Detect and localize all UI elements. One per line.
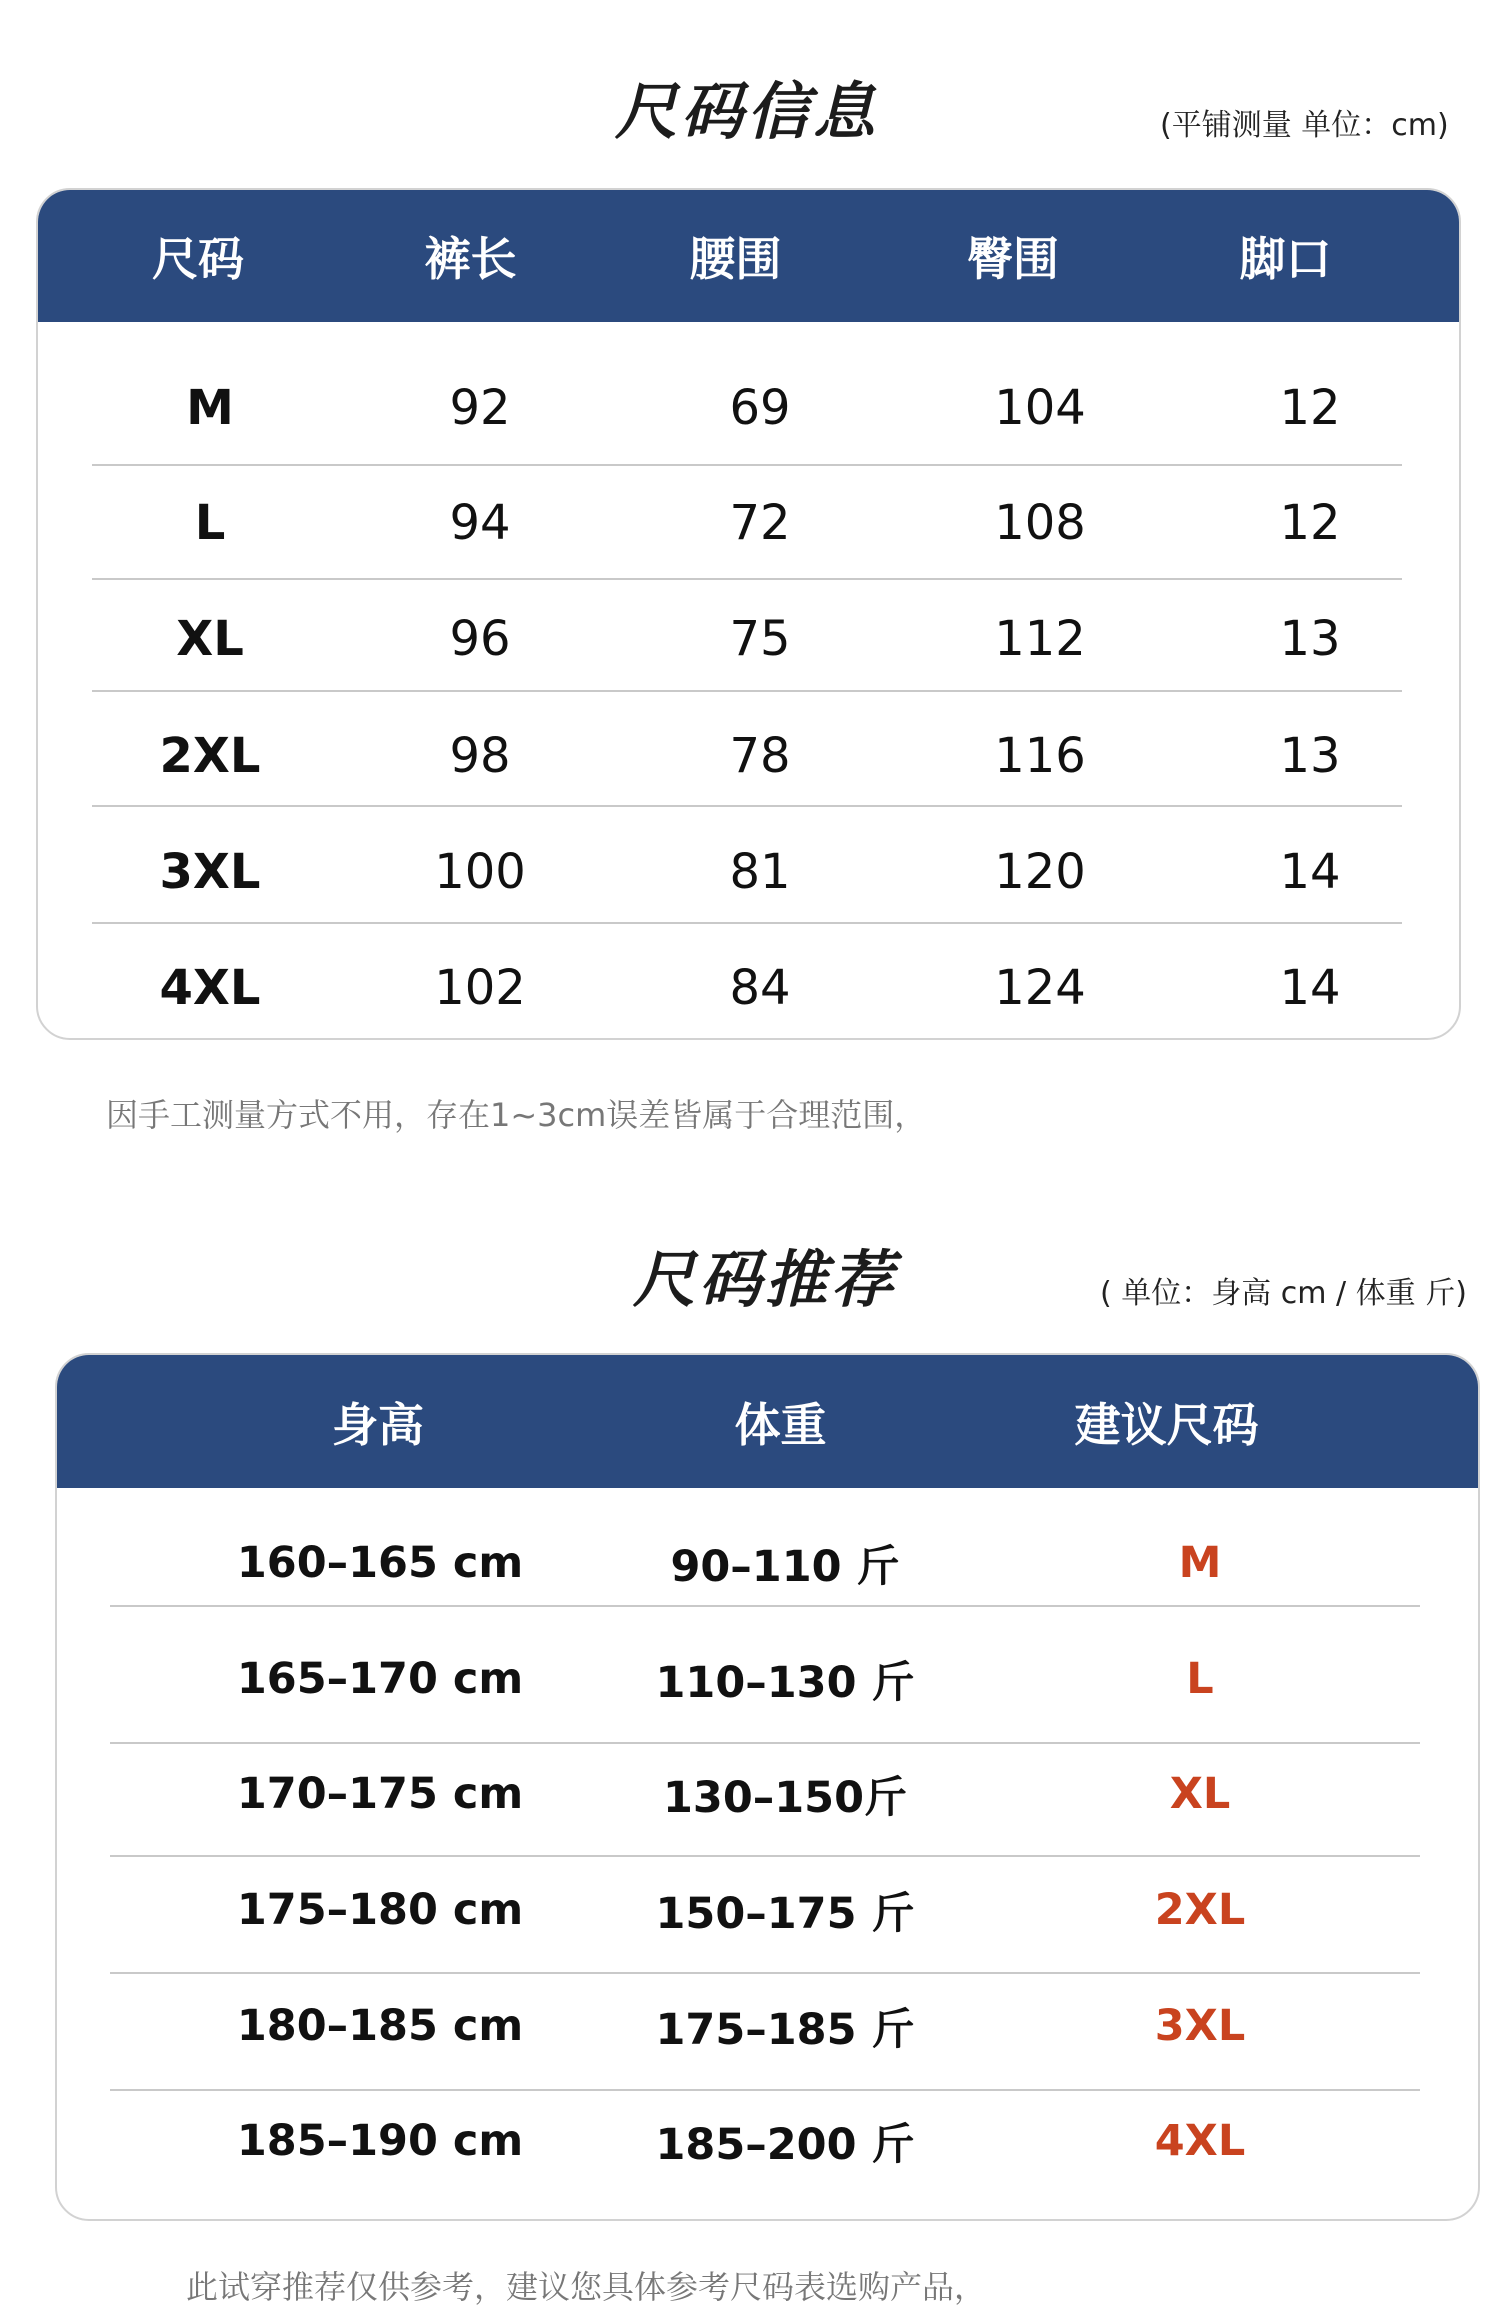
recommend-header-row <box>57 1355 1478 1488</box>
rec-weight-cell: 185–200 斤 <box>655 2119 915 2170</box>
size-measure-cell: 100 <box>434 844 526 900</box>
rec-height-cell: 180–185 cm <box>236 2001 524 2051</box>
rec-weight-cell: 175–185 斤 <box>655 2004 915 2055</box>
rec-size-cell: L <box>1186 1654 1214 1704</box>
size-info-header-hip: 臀围 <box>967 232 1059 286</box>
rec-weight-cell: 130–150斤 <box>662 1772 908 1823</box>
size-info-header-size: 尺码 <box>152 232 244 286</box>
size-info-header-row <box>38 190 1459 322</box>
size-measure-cell: 96 <box>449 611 511 667</box>
size-label: 3XL <box>159 844 261 900</box>
rec-height-cell: 175–180 cm <box>236 1885 524 1935</box>
recommend-header-height: 身高 <box>332 1397 424 1452</box>
size-info-header-length: 裤长 <box>424 232 517 286</box>
size-measure-cell: 14 <box>1279 844 1341 900</box>
recommend-title: 尺码推荐 <box>633 1243 898 1316</box>
size-measure-cell: 84 <box>729 960 791 1016</box>
size-measure-cell: 81 <box>729 844 791 900</box>
size-measure-cell: 13 <box>1279 611 1341 667</box>
recommend-header-suggested: 建议尺码 <box>1074 1397 1259 1452</box>
row-divider <box>92 922 1402 924</box>
row-divider <box>110 1742 1420 1744</box>
recommend-unit-note: ( 单位：身高 cm / 体重 斤) <box>1100 1276 1467 1311</box>
size-measure-cell: 104 <box>994 380 1086 436</box>
rec-weight-cell: 90–110 斤 <box>670 1541 900 1592</box>
size-label: 2XL <box>159 728 261 784</box>
recommend-header-weight: 体重 <box>734 1397 827 1452</box>
rec-height-cell: 170–175 cm <box>236 1769 524 1819</box>
size-measure-cell: 14 <box>1279 960 1341 1016</box>
size-measure-cell: 102 <box>434 960 526 1016</box>
size-label: M <box>186 380 234 436</box>
size-info-title: 尺码信息 <box>615 75 880 148</box>
size-info-unit-note: (平铺测量 单位：cm) <box>1160 108 1449 143</box>
rec-height-cell: 165–170 cm <box>236 1654 524 1704</box>
rec-weight-cell: 150–175 斤 <box>655 1888 915 1939</box>
rec-size-cell: 4XL <box>1154 2116 1246 2166</box>
size-measure-cell: 12 <box>1279 495 1341 551</box>
rec-size-cell: M <box>1178 1538 1222 1588</box>
size-measure-cell: 98 <box>449 728 511 784</box>
size-measure-cell: 72 <box>729 495 791 551</box>
rec-size-cell: 3XL <box>1154 2001 1246 2051</box>
size-measure-cell: 75 <box>729 611 791 667</box>
size-measure-cell: 120 <box>994 844 1086 900</box>
recommend-footnote: 此试穿推荐仅供参考，建议您具体参考尺码表选购产品， <box>186 2268 987 2306</box>
size-measure-cell: 13 <box>1279 728 1341 784</box>
size-measure-cell: 12 <box>1279 380 1341 436</box>
row-divider <box>92 690 1402 692</box>
row-divider <box>110 1972 1420 1974</box>
row-divider <box>92 464 1402 466</box>
size-label: XL <box>176 611 244 667</box>
size-measure-cell: 69 <box>729 380 791 436</box>
rec-height-cell: 185–190 cm <box>236 2116 524 2166</box>
rec-weight-cell: 110–130 斤 <box>655 1657 915 1708</box>
row-divider <box>110 1855 1420 1857</box>
size-measure-cell: 94 <box>449 495 511 551</box>
size-measure-cell: 112 <box>994 611 1086 667</box>
rec-size-cell: XL <box>1169 1769 1231 1819</box>
size-measure-cell: 92 <box>449 380 511 436</box>
size-measure-cell: 124 <box>994 960 1086 1016</box>
row-divider <box>92 578 1402 580</box>
size-info-footnote: 因手工测量方式不用，存在1~3cm误差皆属于合理范围， <box>106 1096 927 1134</box>
size-label: L <box>194 495 226 551</box>
row-divider <box>92 805 1402 807</box>
size-measure-cell: 116 <box>994 728 1086 784</box>
size-label: 4XL <box>159 960 261 1016</box>
row-divider <box>110 2089 1420 2091</box>
rec-height-cell: 160–165 cm <box>236 1538 524 1588</box>
size-measure-cell: 78 <box>729 728 791 784</box>
size-measure-cell: 108 <box>994 495 1086 551</box>
size-info-header-hem: 脚口 <box>1239 232 1332 286</box>
size-info-header-waist: 腰围 <box>689 232 782 286</box>
rec-size-cell: 2XL <box>1154 1885 1246 1935</box>
row-divider <box>110 1605 1420 1607</box>
